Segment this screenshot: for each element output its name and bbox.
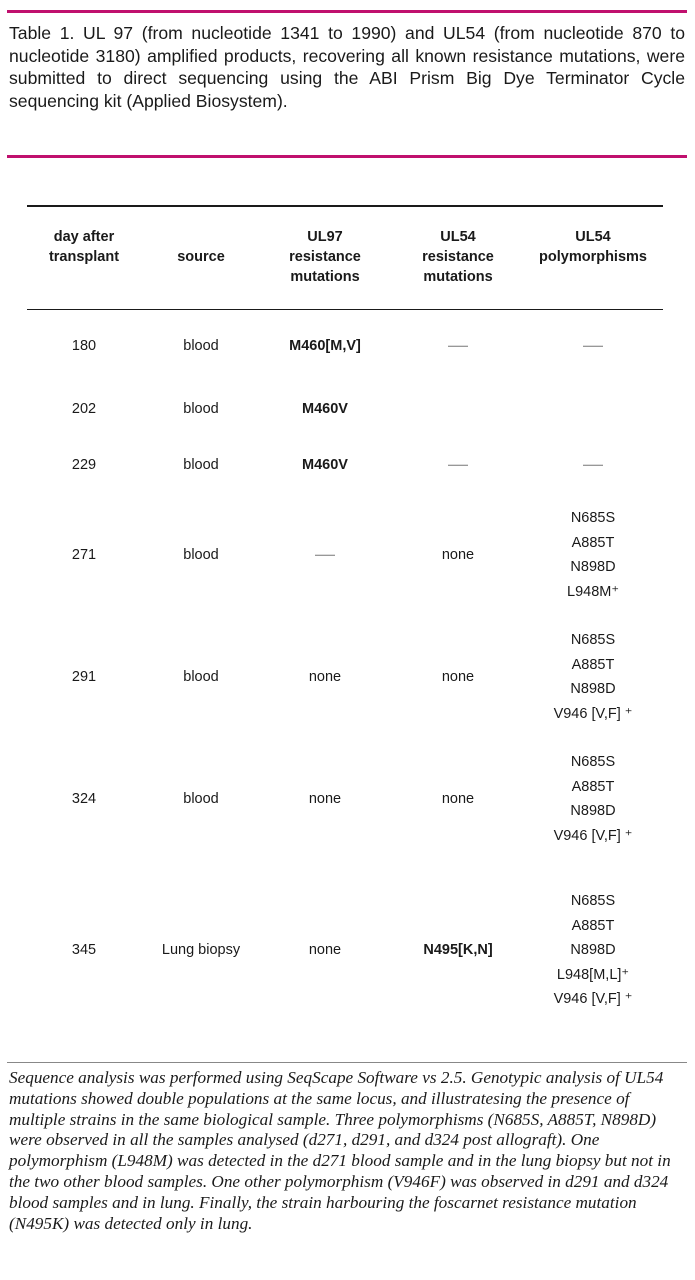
- polymorphism-item: [554, 653, 633, 678]
- dash-mark: [448, 464, 468, 465]
- cell-text: M460V: [302, 456, 348, 473]
- cell-ul97-mutations: [309, 938, 341, 963]
- cell-text: 271: [71, 546, 97, 563]
- cell-ul54-mutations: [448, 334, 468, 359]
- cell-text: 324: [71, 790, 97, 807]
- cell-text: blood: [183, 400, 219, 417]
- dash-mark: [315, 554, 335, 555]
- cell-ul54-mutations: [442, 665, 474, 690]
- cell-text: V946 [V,F] ⁺: [553, 990, 633, 1007]
- cell-source: [183, 787, 218, 812]
- footnote-divider: [7, 1062, 687, 1063]
- cell-text: blood: [183, 790, 219, 807]
- cell-ul54-mutations: [448, 453, 468, 478]
- cell-text: none: [308, 790, 342, 807]
- cell-text: M460[M,V]: [289, 337, 361, 354]
- cell-ul97-mutations: [309, 787, 341, 812]
- cell-text: none: [441, 790, 475, 807]
- cell-text: 202: [71, 400, 97, 417]
- cell-source: [183, 397, 218, 422]
- polymorphism-item: [554, 677, 633, 702]
- cell-day: [72, 787, 96, 812]
- column-header-line: source: [177, 249, 225, 265]
- cell-ul97-mutations: [302, 397, 348, 422]
- column-header-line: mutations: [423, 269, 493, 285]
- column-header-line: UL54: [575, 229, 611, 245]
- polymorphism-item: [554, 702, 633, 727]
- cell-text: 345: [71, 941, 97, 958]
- cell-text: A885T: [571, 917, 615, 934]
- cell-day: [72, 397, 96, 422]
- cell-ul97-mutations: [309, 665, 341, 690]
- polymorphism-item: [554, 987, 633, 1012]
- cell-source: [183, 453, 218, 478]
- column-header-line: UL97: [307, 229, 343, 245]
- polymorphism-item: [554, 889, 633, 914]
- column-header-day: [49, 227, 119, 267]
- polymorphism-item: [554, 962, 633, 987]
- column-header-line: UL54: [440, 229, 476, 245]
- cell-source: [183, 543, 218, 568]
- column-header-line: polymorphisms: [539, 249, 647, 265]
- polymorphism-item: [583, 334, 603, 359]
- cell-text: blood: [183, 668, 219, 685]
- cell-text: 291: [71, 668, 97, 685]
- cell-text: N495[K,N]: [423, 941, 493, 958]
- column-header-ul54-mutations: [422, 227, 494, 287]
- polymorphism-item: [567, 580, 619, 605]
- cell-text: N898D: [570, 803, 616, 819]
- cell-day: [72, 453, 96, 478]
- cell-text: blood: [183, 546, 219, 563]
- table-footnote: Sequence analysis was performed using SeqScape Software vs 2.5. Genotypic analysis of UL54 mutations showed double populations at the same locus, and illustratesing the presence of multiple strains in the same biological sample. Three polymorphisms (N685S, A885T, N898D) were observed in all the samples analysed (d271, d291, and d324 post allograft). One polymorphism (L948M) was detected in the d271 blood sample and in the lung biopsy but not in the two other blood samples. One other polymorphism (V946F) was observed in d291 and d324 blood samples and in lung. Finally, the strain harbouring the foscarnet resistance mutation (N495K) was detected only in lung.: [9, 1068, 671, 1233]
- polymorphism-item: [554, 824, 633, 849]
- cell-ul54-polymorphisms: [554, 750, 633, 848]
- cell-ul54-polymorphisms: [554, 889, 633, 1012]
- polymorphism-item: [567, 506, 619, 531]
- cell-text: none: [308, 668, 342, 685]
- cell-text: A885T: [571, 778, 615, 795]
- column-header-line: mutations: [290, 269, 360, 285]
- cell-source: [183, 665, 218, 690]
- column-header-line: resistance: [422, 249, 494, 265]
- cell-day: [72, 334, 96, 359]
- polymorphism-item: [554, 799, 633, 824]
- cell-text: M460V: [302, 400, 348, 417]
- top-divider: [7, 10, 687, 13]
- dash-mark: [583, 464, 603, 465]
- cell-text: N685S: [570, 510, 616, 526]
- polymorphism-item: [554, 750, 633, 775]
- cell-text: 229: [71, 456, 97, 473]
- polymorphism-item: [567, 555, 619, 580]
- table-caption: Table 1. UL 97 (from nucleotide 1341 to 1990) and UL54 (from nucleotide 870 to nucleotide 3180) amplified products, recovering all known resistance mutations, were submitted to direct sequencing using the ABI Prism Big Dye Terminator Cycle sequencing kit (Applied Biosystem).: [9, 23, 685, 111]
- cell-ul54-mutations: [442, 543, 474, 568]
- polymorphism-item: [554, 938, 633, 963]
- cell-text: blood: [183, 456, 219, 473]
- polymorphism-item: [554, 775, 633, 800]
- cell-ul97-mutations: [302, 453, 348, 478]
- cell-text: V946 [V,F] ⁺: [553, 827, 633, 844]
- cell-text: L948[M,L]⁺: [556, 966, 630, 983]
- cell-text: N685S: [570, 632, 616, 648]
- cell-day: [72, 938, 96, 963]
- cell-text: N898D: [570, 941, 616, 958]
- cell-text: Lung biopsy: [161, 941, 241, 958]
- cell-text: L948M⁺: [567, 583, 619, 600]
- cell-text: V946 [V,F] ⁺: [553, 705, 633, 722]
- cell-ul54-polymorphisms: [567, 506, 619, 604]
- caption-divider: [7, 155, 687, 158]
- cell-ul54-polymorphisms: [583, 334, 603, 359]
- cell-text: N898D: [570, 681, 616, 697]
- cell-text: A885T: [571, 656, 615, 673]
- cell-text: none: [441, 546, 475, 563]
- cell-text: blood: [183, 337, 219, 354]
- table-top-rule: [27, 205, 663, 207]
- cell-ul97-mutations: [315, 543, 335, 568]
- dash-mark: [583, 345, 603, 346]
- cell-ul54-mutations: [423, 938, 492, 963]
- cell-text: N685S: [570, 892, 616, 909]
- cell-text: none: [308, 941, 342, 958]
- table-header-rule: [27, 309, 663, 310]
- polymorphism-item: [554, 913, 633, 938]
- cell-text: none: [441, 668, 475, 685]
- cell-text: N898D: [570, 559, 616, 575]
- column-header-line: transplant: [48, 249, 120, 265]
- column-header-source: [177, 247, 225, 267]
- cell-ul54-mutations: [442, 787, 474, 812]
- cell-text: A885T: [571, 534, 615, 551]
- cell-ul54-polymorphisms: [554, 628, 633, 726]
- cell-text: 180: [71, 337, 97, 354]
- polymorphism-item: [567, 531, 619, 556]
- cell-ul97-mutations: [289, 334, 361, 359]
- column-header-line: resistance: [289, 249, 361, 265]
- column-header-ul97-mutations: [289, 227, 361, 287]
- column-header-line: day after: [53, 229, 115, 245]
- cell-source: [183, 334, 218, 359]
- cell-day: [72, 665, 96, 690]
- cell-text: N685S: [570, 754, 616, 770]
- cell-ul54-polymorphisms: [583, 453, 603, 478]
- polymorphism-item: [583, 453, 603, 478]
- cell-day: [72, 543, 96, 568]
- polymorphism-item: [554, 628, 633, 653]
- dash-mark: [448, 345, 468, 346]
- column-header-ul54-polymorphisms: [539, 227, 647, 267]
- cell-source: [162, 938, 240, 963]
